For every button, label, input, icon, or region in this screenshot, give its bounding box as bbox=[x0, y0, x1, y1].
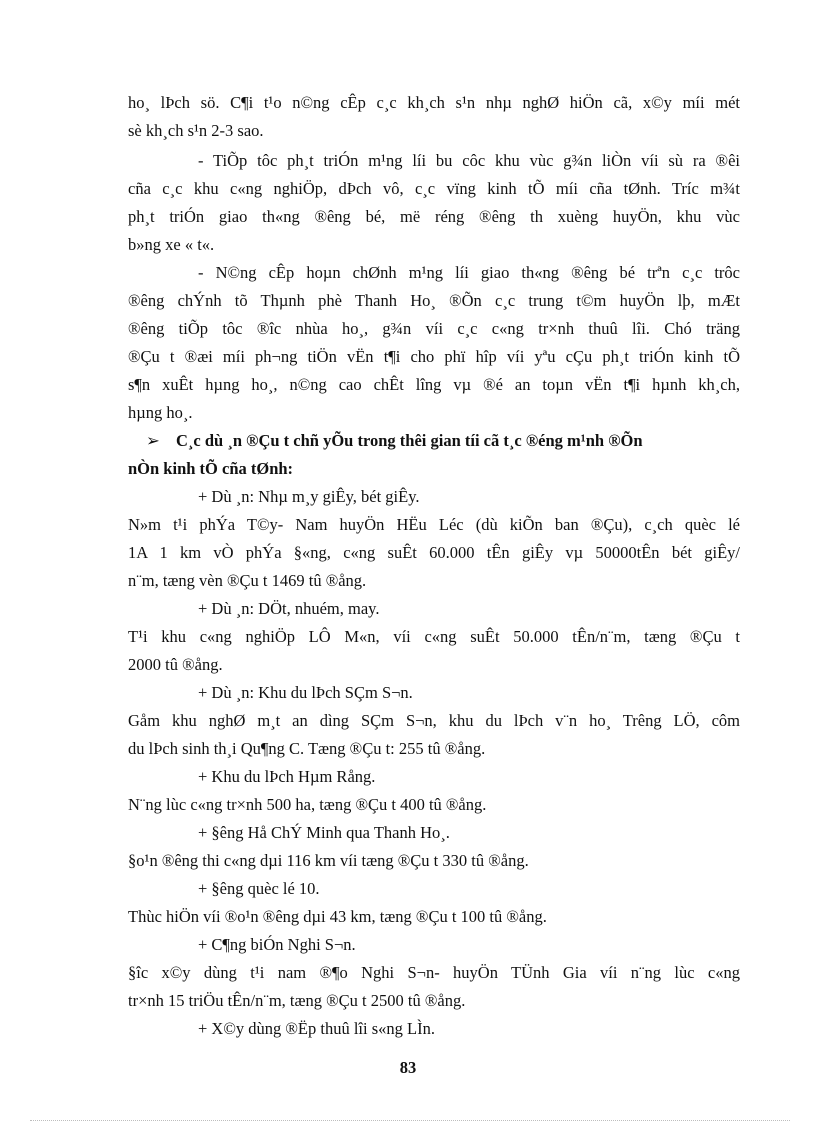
section-heading bbox=[146, 430, 740, 452]
text-line: n¨m, tæng vèn ®Çu t 1469 tû ®ång. bbox=[128, 571, 367, 590]
section-heading-text: C¸c dù ¸n ®Çu t chñ yÕu trong thêi gian tíi cã t¸c ®éng m¹nh ®Õn bbox=[176, 431, 643, 450]
project-item: + Khu du lÞch Hµm Rång. bbox=[198, 767, 376, 786]
project-item: + Dù ¸n: DÖt, nhuém, may. bbox=[198, 599, 380, 618]
text-line: Thùc hiÖn víi ®o¹n ®êng dµi 43 km, tæng ®Çu t 100 tû ®ång. bbox=[128, 907, 547, 926]
project-item: + C¶ng biÓn Nghi S¬n. bbox=[198, 935, 356, 954]
project-item: + §êng quèc lé 10. bbox=[198, 879, 320, 898]
text-line: §o¹n ®êng thi c«ng dµi 116 km víi tæng ®Çu t 330 tû ®ång. bbox=[128, 851, 529, 870]
text-line: b»ng xe « t«. bbox=[128, 235, 215, 254]
text-line: 2000 tû ®ång. bbox=[128, 655, 223, 674]
text-line: ho¸ lÞch sö. C¶i t¹o n©ng cÊp c¸c kh¸ch s¹n nhµ nghØ hiÖn cã, x©y míi mét bbox=[128, 93, 740, 112]
text-line: - TiÕp tôc ph¸t triÓn m¹ng líi bu côc khu vùc g¾n liÒn víi sù ra ®êi bbox=[198, 151, 740, 170]
text-line: ®Çu t ®æi míi ph¬ng tiÖn vËn t¶i cho phï hîp víi yªu cÇu ph¸t triÓn kinh tÕ bbox=[128, 347, 740, 366]
project-item: + X©y dùng ®Ëp thuû lîi s«ng LÌn. bbox=[198, 1019, 435, 1038]
text-line: Gåm khu nghØ m¸t an dìng SÇm S¬n, khu du lÞch v¨n ho¸ Trêng LÖ, côm bbox=[128, 711, 740, 730]
text-line: ph¸t triÓn giao th«ng ®êng bé, më réng ®êng th xuèng huyÖn, khu vùc bbox=[128, 207, 740, 226]
section-heading-continued: nÒn kinh tÕ cña tØnh: bbox=[128, 459, 294, 478]
text-line: ®êng chÝnh tõ Thµnh phè Thanh Ho¸ ®Õn c¸c trung t©m huyÖn lþ, mÆt bbox=[128, 291, 740, 310]
page-number: 83 bbox=[399, 1058, 417, 1077]
project-item: + §êng Hå ChÝ Minh qua Thanh Ho¸. bbox=[198, 823, 450, 842]
text-line: du lÞch sinh th¸i Qu¶ng C. Tæng ®Çu t: 255 tû ®ång. bbox=[128, 739, 486, 758]
project-item: + Dù ¸n: Nhµ m¸y giÊy, bét giÊy. bbox=[198, 487, 420, 506]
project-item: + Dù ¸n: Khu du lÞch SÇm S¬n. bbox=[198, 683, 413, 702]
text-line: cña c¸c khu c«ng nghiÖp, dÞch vô, c¸c vïng kinh tÕ míi cña tØnh. Tríc m¾t bbox=[128, 179, 740, 198]
text-line: s¶n xuÊt hµng ho¸, n©ng cao chÊt lîng vµ ®é an toµn vËn t¶i hµnh kh¸ch, bbox=[128, 375, 740, 394]
text-line: sè kh¸ch s¹n 2-3 sao. bbox=[128, 121, 264, 140]
text-line: hµng ho¸. bbox=[128, 403, 193, 422]
text-line: T¹i khu c«ng nghiÖp LÔ M«n, víi c«ng suÊt 50.000 tÊn/n¨m, tæng ®Çu t bbox=[128, 627, 740, 646]
text-line: N»m t¹i phÝa T©y- Nam huyÖn HËu Léc (dù kiÕn ban ®Çu), c¸ch quèc lé bbox=[128, 515, 740, 534]
text-line: - N©ng cÊp hoµn chØnh m¹ng líi giao th«ng ®êng bé trªn c¸c trôc bbox=[198, 263, 740, 282]
text-line: N¨ng lùc c«ng tr×nh 500 ha, tæng ®Çu t 400 tû ®ång. bbox=[128, 795, 487, 814]
arrow-bullet-icon: ➢ bbox=[146, 431, 160, 450]
text-line: tr×nh 15 triÖu tÊn/n¨m, tæng ®Çu t 2500 tû ®ång. bbox=[128, 991, 466, 1010]
footer-divider bbox=[30, 1120, 790, 1121]
text-line: §îc x©y dùng t¹i nam ®¶o Nghi S¬n- huyÖn TÜnh Gia víi n¨ng lùc c«ng bbox=[128, 963, 740, 982]
text-line: 1A 1 km vÒ phÝa §«ng, c«ng suÊt 60.000 tÊn giÊy vµ 50000tÊn bét giÊy/ bbox=[128, 543, 740, 562]
text-line: ®êng tiÕp tôc ®îc nhùa ho¸, g¾n víi c¸c c«ng tr×nh thuû lîi. Chó träng bbox=[128, 319, 740, 338]
